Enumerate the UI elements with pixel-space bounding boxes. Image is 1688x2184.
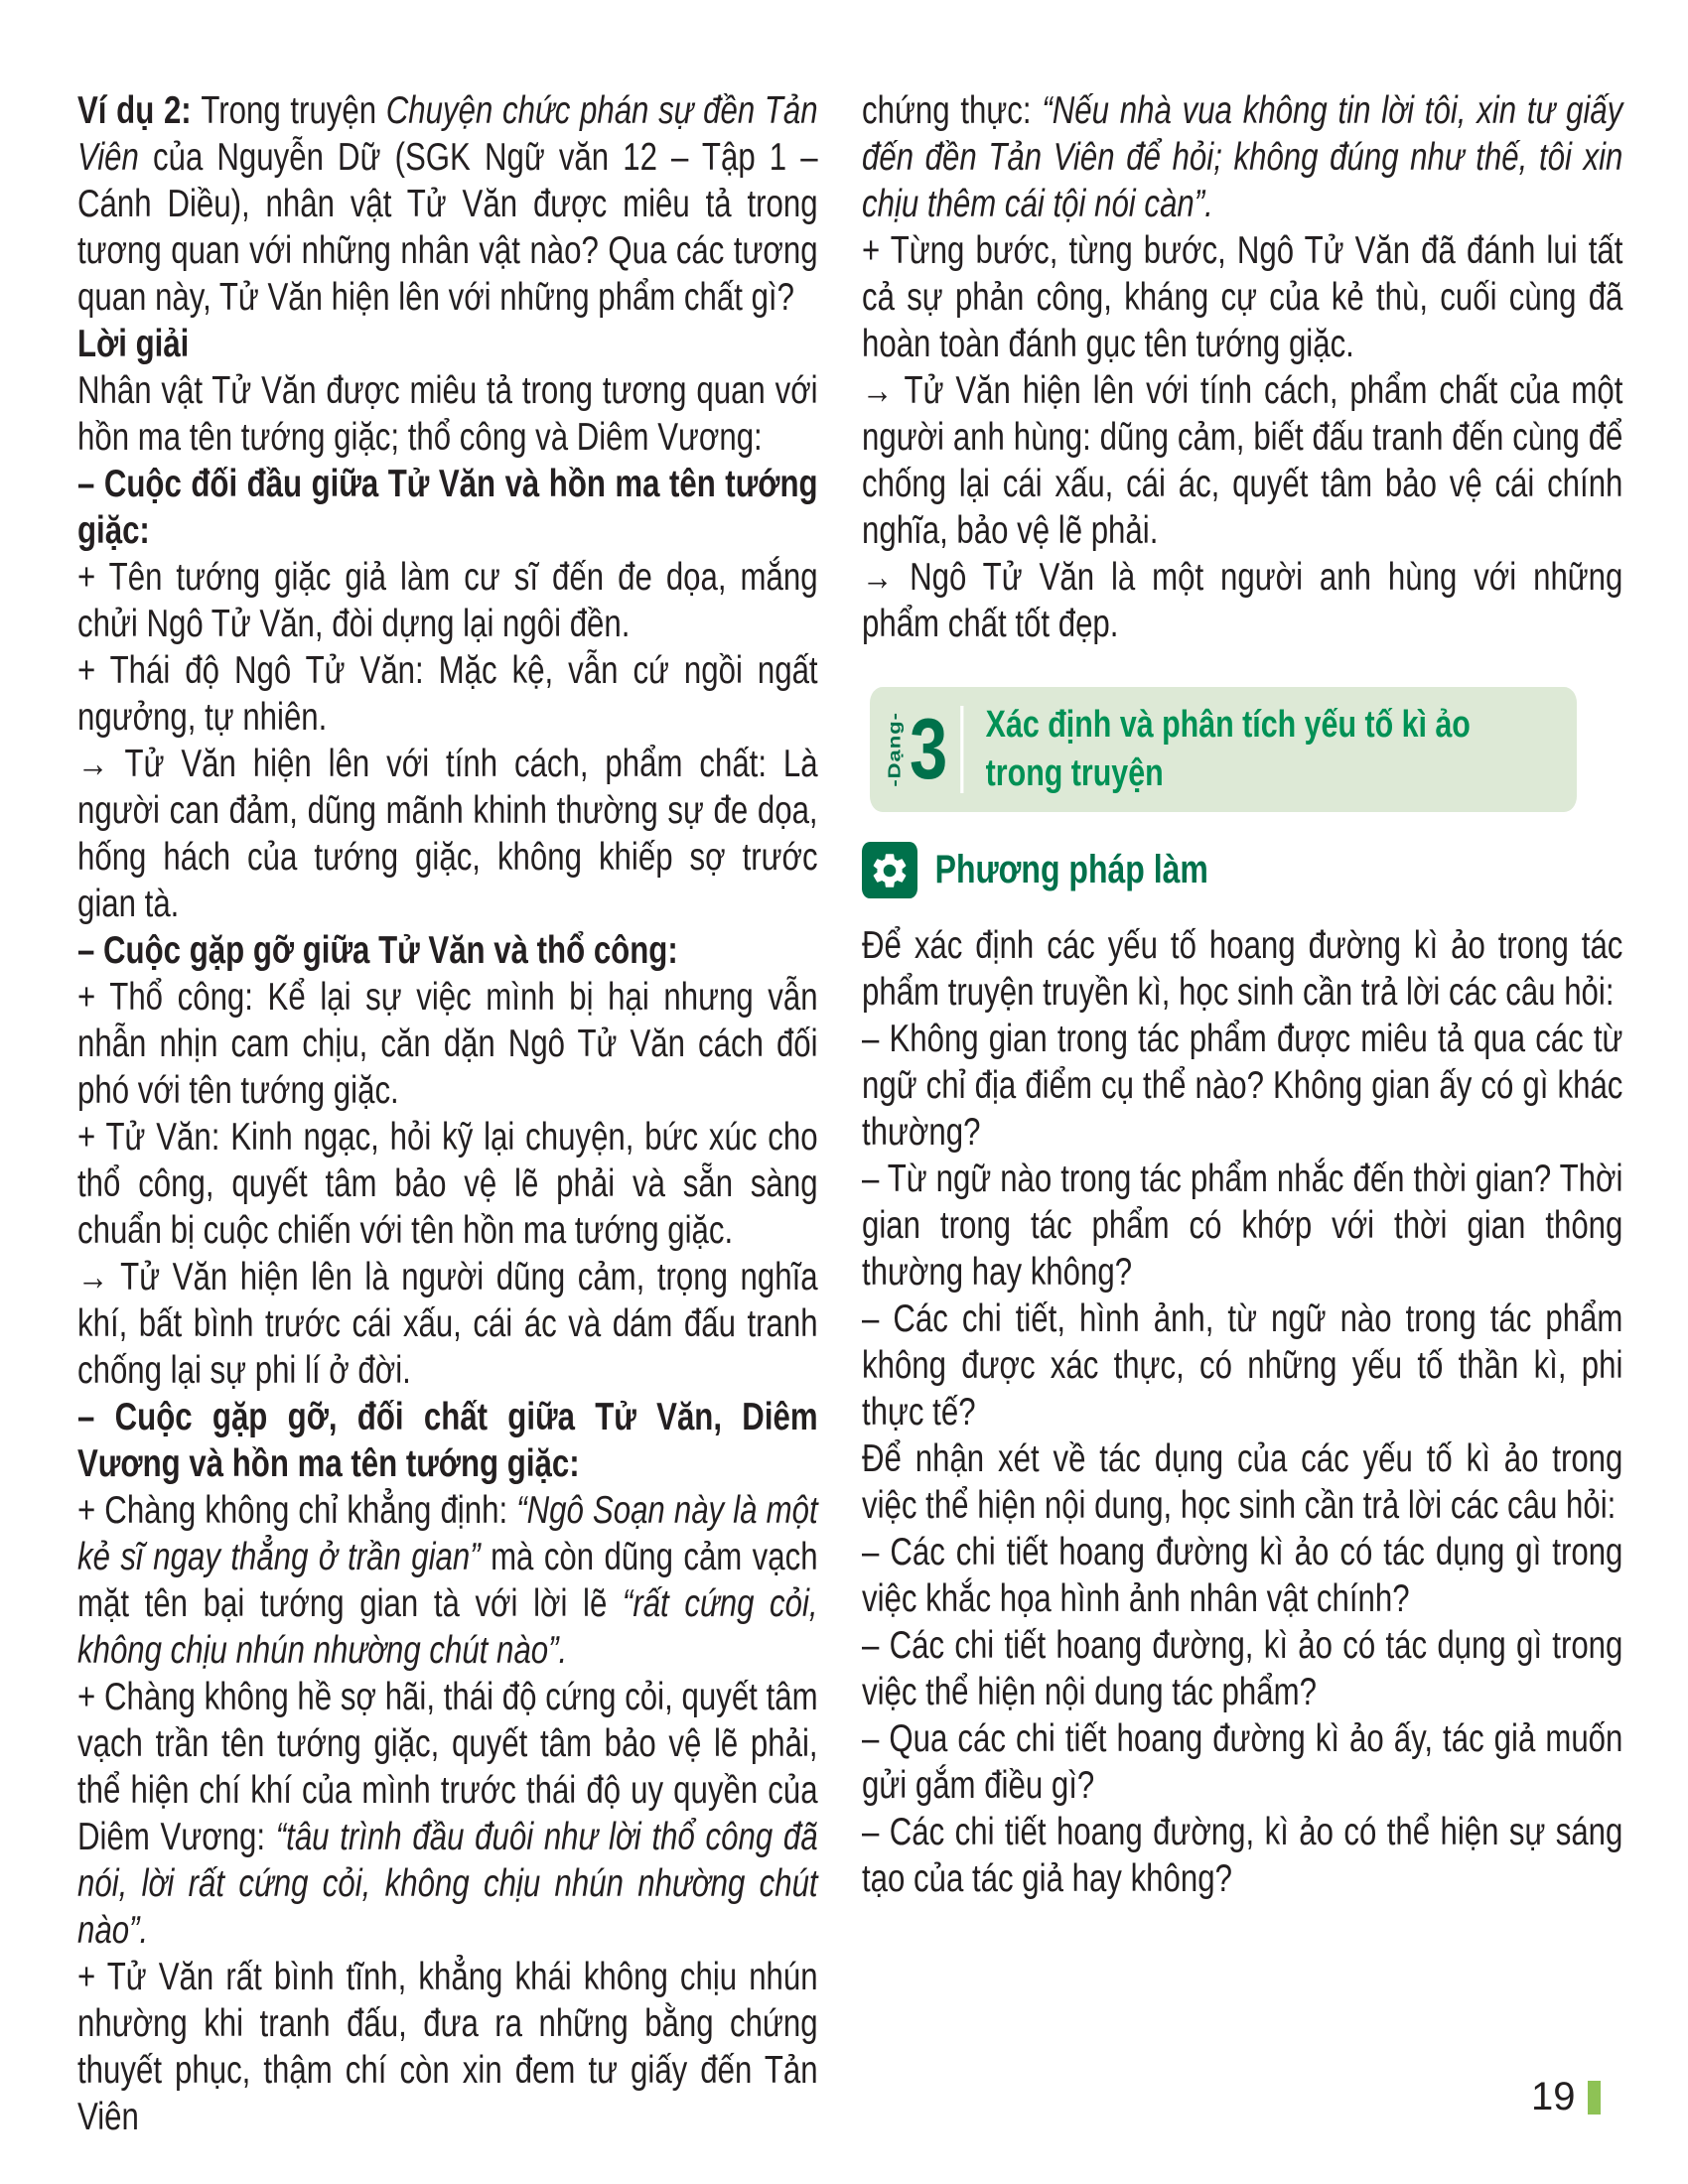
page-footer [1531, 2075, 1601, 2119]
text-run: – Cuộc gặp gỡ giữa Tử Văn và thổ công: [77, 929, 678, 972]
paragraph [862, 554, 1622, 647]
method-header [862, 842, 1622, 898]
text-run: – Các chi tiết, hình ảnh, từ ngữ nào trong tác phẩm không được xác thực, có những yếu tố thần kì, phi thực tế? [862, 1297, 1623, 1433]
text-run: “Nếu nhà vua không tin lời tôi, xin tư giấy đến đền Tản Viên để hỏi; không đúng như thế, tôi xin chịu thêm cái tội nói càn”. [862, 89, 1623, 225]
paragraph [77, 1254, 818, 1394]
dang-number: 3 [910, 702, 948, 797]
paragraph [862, 367, 1622, 554]
text-run: Nhân vật Tử Văn được miêu tả trong tương quan với hồn ma tên tướng giặc; thổ công và Diêm Vương: [77, 369, 818, 459]
paragraph [77, 367, 818, 461]
paragraph [862, 1435, 1622, 1529]
dang-3-badge [870, 687, 1577, 812]
text-run: – Từ ngữ nào trong tác phẩm nhắc đến thời gian? Thời gian trong tác phẩm có khớp với thời gian thông thường hay không? [862, 1158, 1623, 1294]
paragraph [77, 321, 818, 367]
text-run: – Cuộc đối đầu giữa Tử Văn và hồn ma tên tướng giặc: [77, 463, 818, 552]
text-run: + Thổ công: Kể lại sự việc mình bị hại nhưng vẫn nhẫn nhịn cam chịu, căn dặn Ngô Tử Văn cách đối phó với tên tướng giặc. [77, 976, 818, 1112]
text-run: của Nguyễn Dữ (SGK Ngữ văn 12 – Tập 1 – Cánh Diều), nhân vật Tử Văn được miêu tả trong tương quan với những nhân vật nào? Qua các tương quan này, Tử Văn hiện lên với những phẩm chất gì? [77, 136, 818, 319]
text-run: Trong truyện [201, 89, 386, 132]
gear-icon [862, 842, 917, 898]
text-run: “rất cứng cỏi, không chịu nhún nhường chút nào”. [77, 1582, 818, 1672]
paragraph [862, 1016, 1622, 1156]
text-run: – Các chi tiết hoang đường, kì ảo có thể hiện sự sáng tạo của tác giả hay không? [862, 1811, 1623, 1900]
paragraph [862, 1156, 1622, 1296]
right-column [862, 87, 1622, 1902]
text-run: + Từng bước, từng bước, Ngô Tử Văn đã đánh lui tất cả sự phản công, kháng cự của kẻ thù, cuối cùng đã hoàn toàn đánh gục tên tướng giặc. [862, 229, 1623, 365]
text-run: – Các chi tiết hoang đường, kì ảo có tác dụng gì trong việc thể hiện nội dung tác phẩm? [862, 1624, 1623, 1713]
paragraph [862, 227, 1622, 367]
paragraph [862, 87, 1622, 227]
text-run: Lời giải [77, 323, 190, 365]
text-run: + Tên tướng giặc giả làm cư sĩ đến đe dọa, mắng chửi Ngô Tử Văn, đòi dựng lại ngôi đền. [77, 556, 818, 645]
paragraph [862, 1622, 1622, 1715]
text-run: + Tử Văn rất bình tĩnh, khẳng khái không chịu nhún nhường khi tranh đấu, đưa ra những bằng chứng thuyết phục, thậm chí còn xin đem tư giấy đến Tản Viên [77, 1956, 818, 2138]
method-title: Phương pháp làm [934, 848, 1208, 891]
text-run: + Tử Văn: Kinh ngạc, hỏi kỹ lại chuyện, bức xúc cho thổ công, quyết tâm bảo vệ lẽ phải và sẵn sàng chuẩn bị cuộc chiến với tên hồn ma tướng giặc. [77, 1116, 818, 1252]
text-run: “tâu trình đầu đuôi như lời thổ công đã nói, lời rất cứng cỏi, không chịu nhún nhường chút nào”. [77, 1816, 818, 1952]
paragraph [862, 1529, 1622, 1622]
paragraph [77, 1487, 818, 1674]
dang-title-line: trong truyện [985, 752, 1164, 794]
text-run: + Chàng không chỉ khẳng định: [77, 1489, 517, 1532]
paragraph [862, 1296, 1622, 1435]
page-number-bar [1588, 2081, 1601, 2115]
dang-side-label: -Dạng- [884, 712, 905, 787]
section-heading [77, 927, 818, 974]
section-heading [77, 461, 818, 554]
page-number: 19 [1531, 2075, 1576, 2118]
text-run: mà còn dũng cảm vạch mặt tên bại tướng gian tà với lời lẽ [77, 1536, 818, 1625]
text-run: Để nhận xét về tác dụng của các yếu tố kì ảo trong việc thể hiện nội dung, học sinh cần trả lời các câu hỏi: [862, 1437, 1623, 1527]
text-run: chứng thực: [862, 89, 1043, 132]
text-run: → Tử Văn hiện lên với tính cách, phẩm chất: Là người can đảm, dũng mãnh khinh thường sự đe dọa, hống hách của tướng giặc, không khiếp sợ trước gian tà. [77, 743, 818, 925]
text-run: Chuyện chức phán sự đền Tản Viên [77, 89, 818, 179]
paragraph [862, 1715, 1622, 1809]
dang-title-line: Xác định và phân tích yếu tố kì ảo [985, 704, 1471, 746]
paragraph [77, 647, 818, 741]
text-run: Để xác định các yếu tố hoang đường kì ảo trong tác phẩm truyện truyền kì, học sinh cần trả lời các câu hỏi: [862, 924, 1623, 1014]
text-run: Ví dụ 2: [77, 89, 202, 132]
paragraph [77, 974, 818, 1114]
text-run: → Tử Văn hiện lên với tính cách, phẩm chất của một người anh hùng: dũng cảm, biết đấu tranh đến cùng để chống lại cái xấu, cái ác, quyết tâm bảo vệ cái chính nghĩa, bảo vệ lẽ phải. [862, 369, 1623, 552]
paragraph [77, 1674, 818, 1954]
text-run: → Tử Văn hiện lên là người dũng cảm, trọng nghĩa khí, bất bình trước cái xấu, cái ác và dám đấu tranh chống lại sự phi lí ở đời. [77, 1256, 818, 1392]
paragraph [862, 922, 1622, 1016]
section-heading [77, 1394, 818, 1487]
paragraph [77, 87, 818, 321]
text-run: → Ngô Tử Văn là một người anh hùng với những phẩm chất tốt đẹp. [862, 556, 1623, 645]
text-run: – Không gian trong tác phẩm được miêu tả qua các từ ngữ chỉ địa điểm cụ thể nào? Không gian ấy có gì khác thường? [862, 1018, 1623, 1154]
text-run: – Cuộc gặp gỡ, đối chất giữa Tử Văn, Diêm Vương và hồn ma tên tướng giặc: [77, 1396, 818, 1485]
text-run: – Qua các chi tiết hoang đường kì ảo ấy, tác giả muốn gửi gắm điều gì? [862, 1717, 1623, 1807]
dang-title [986, 701, 1471, 798]
paragraph [77, 741, 818, 927]
paragraph [77, 1114, 818, 1254]
text-run: – Các chi tiết hoang đường kì ảo có tác dụng gì trong việc khắc họa hình ảnh nhân vật chính? [862, 1531, 1623, 1620]
text-run: + Thái độ Ngô Tử Văn: Mặc kệ, vẫn cứ ngồi ngất ngưởng, tự nhiên. [77, 649, 818, 739]
paragraph [77, 554, 818, 647]
left-column [77, 87, 818, 2140]
text-run: “Ngô Soạn này là một kẻ sĩ ngay thẳng ở trần gian” [77, 1489, 818, 1578]
badge-divider [960, 706, 963, 793]
paragraph [77, 1954, 818, 2140]
text-run: + Chàng không hề sợ hãi, thái độ cứng cỏi, quyết tâm vạch trần tên tướng giặc, quyết tâm bảo vệ lẽ phải, thể hiện chí khí của mình trước thái độ uy quyền của Diêm Vương: [77, 1676, 818, 1858]
paragraph [862, 1809, 1622, 1902]
